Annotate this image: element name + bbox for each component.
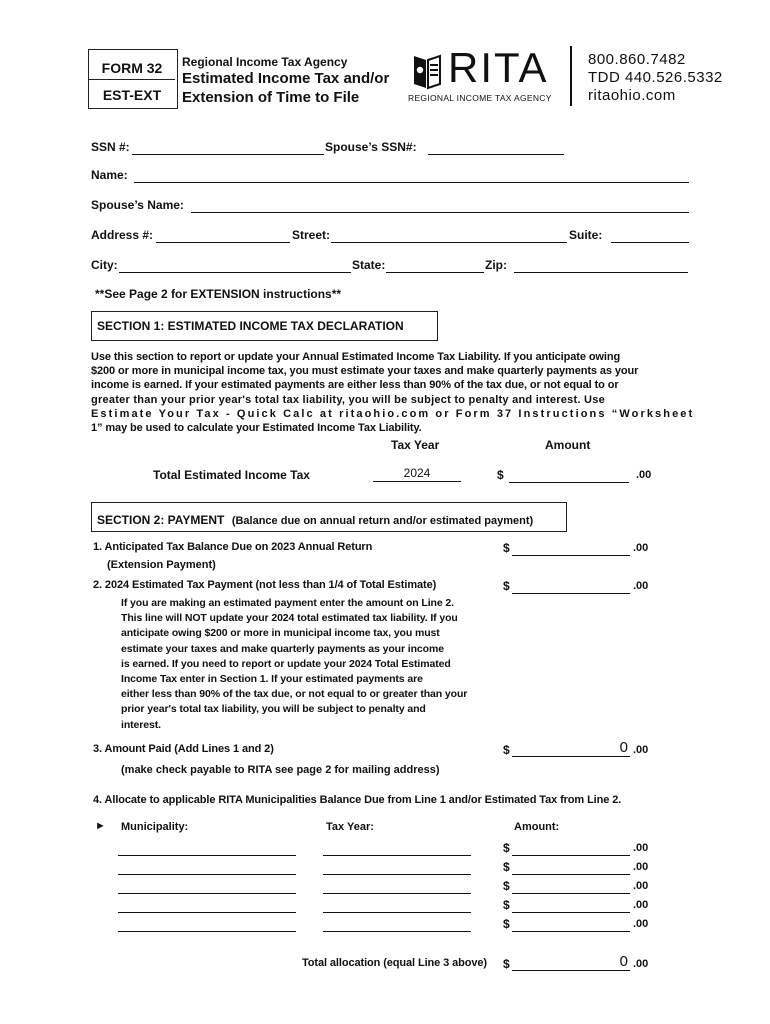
line3-sub: (make check payable to RITA see page 2 for mailing address) <box>121 764 440 776</box>
rita-logo <box>408 46 568 106</box>
section2-heading-note: (Balance due on annual return and/or estimated payment) <box>231 515 534 527</box>
line2-note-line: either less than 90% of the tax due, or not equal to or greater than your <box>121 688 468 701</box>
section1-para-line: 1” may be used to calculate your Estimated Income Tax Liability. <box>91 422 422 435</box>
form-number: FORM 32 <box>101 60 163 76</box>
section1-heading: SECTION 1: ESTIMATED INCOME TAX DECLARATION <box>97 319 404 333</box>
dollar-sign: $ <box>503 957 510 971</box>
line2-note <box>121 596 467 733</box>
line2-note-line: If you are making an estimated payment enter the amount on Line 2. <box>121 597 454 609</box>
name-label: Name: <box>91 168 128 182</box>
allocation-amount-field[interactable] <box>512 841 630 856</box>
dollar-sign: $ <box>503 579 510 593</box>
line2-label: 2. 2024 Estimated Tax Payment (not less than 1/4 of Total Estimate) <box>93 579 437 591</box>
section1-para-line: Estimate Your Tax - Quick Calc at ritaohio.com or Form 37 Instructions “Worksheet <box>91 407 695 420</box>
zip-field[interactable] <box>514 258 688 273</box>
line2-note-line: anticipate owing $200 or more in municipal income tax, you must <box>121 627 440 640</box>
street-label: Street: <box>292 228 331 242</box>
dollar-sign: $ <box>503 541 510 555</box>
allocation-amount-field[interactable] <box>512 879 630 894</box>
cents-suffix: .00 <box>633 842 649 854</box>
address-label: Address #: <box>91 228 154 242</box>
agency-line: Regional Income Tax Agency <box>182 55 348 69</box>
street-field[interactable] <box>331 228 567 243</box>
dollar-sign: $ <box>503 898 510 912</box>
dollar-sign: $ <box>503 879 510 893</box>
section1-tax-year-value[interactable]: 2024 <box>373 466 461 482</box>
allocation-amount-field[interactable] <box>512 860 630 875</box>
suite-label: Suite: <box>569 228 603 242</box>
allocation-amount-field[interactable] <box>512 898 630 913</box>
total-allocation-value: 0 <box>619 953 628 970</box>
municipality-field[interactable] <box>118 917 296 932</box>
section1-col-tax-year: Tax Year <box>391 438 440 452</box>
dollar-sign: $ <box>503 841 510 855</box>
suite-field[interactable] <box>611 228 689 243</box>
extension-note: **See Page 2 for EXTENSION instructions** <box>95 287 342 301</box>
line3-amount-value: 0 <box>619 739 628 756</box>
cents-suffix: .00 <box>636 469 652 481</box>
phone-number: 800.860.7482 <box>588 51 686 68</box>
municipality-field[interactable] <box>118 860 296 875</box>
cents-suffix: .00 <box>633 958 649 970</box>
municipality-field[interactable] <box>118 841 296 856</box>
line2-note-line: is earned. If you need to report or update your 2024 Total Estimated <box>121 657 451 670</box>
tax-year-field[interactable] <box>323 898 471 913</box>
municipality-field[interactable] <box>118 879 296 894</box>
cents-suffix: .00 <box>633 918 649 930</box>
section1-para-line: Use this section to report or update your Annual Estimated Income Tax Liability. If you anticipate owing <box>91 351 621 363</box>
logo-tagline: REGIONAL INCOME TAX AGENCY <box>408 93 552 103</box>
line4-label: 4. Allocate to applicable RITA Municipalities Balance Due from Line 1 and/or Estimated Tax from Line 2. <box>93 794 622 806</box>
line1-label: 1. Anticipated Tax Balance Due on 2023 Annual Return <box>93 541 373 553</box>
col-amount: Amount: <box>514 821 560 833</box>
section1-heading-box <box>91 311 438 341</box>
spouse-name-field[interactable] <box>191 198 689 213</box>
cents-suffix: .00 <box>633 880 649 892</box>
section1-paragraph <box>91 350 711 435</box>
website[interactable]: ritaohio.com <box>588 87 676 104</box>
dollar-sign: $ <box>503 743 510 757</box>
line2-note-line: This line will NOT update your 2024 total estimated tax liability. If you <box>121 612 458 625</box>
dollar-sign: $ <box>503 917 510 931</box>
total-allocation-amount[interactable] <box>512 953 630 971</box>
form-code: EST-EXT <box>102 87 162 103</box>
spouse-name-label: Spouse’s Name: <box>91 198 184 212</box>
total-estimated-tax-amount[interactable] <box>509 468 629 483</box>
dollar-sign: $ <box>497 468 504 482</box>
dollar-sign: $ <box>503 860 510 874</box>
tax-year-field[interactable] <box>323 860 471 875</box>
zip-label: Zip: <box>485 258 507 272</box>
ssn-field[interactable] <box>132 140 324 155</box>
form-box-divider <box>89 79 175 80</box>
line3-amount[interactable] <box>512 739 630 757</box>
name-field[interactable] <box>134 168 689 183</box>
section1-para-line: greater than your prior year's total tax liability, you will be subject to penalty and interest. Use <box>91 393 605 406</box>
line3-label: 3. Amount Paid (Add Lines 1 and 2) <box>93 743 274 755</box>
form-number-box <box>88 49 178 109</box>
total-allocation-label: Total allocation (equal Line 3 above) <box>302 957 487 969</box>
line2-note-line: Income Tax enter in Section 1. If your estimated payments are <box>121 673 423 686</box>
logo-wordmark: RITA <box>448 44 549 91</box>
line2-amount[interactable] <box>512 579 630 594</box>
tax-year-field[interactable] <box>323 841 471 856</box>
col-tax-year: Tax Year: <box>326 821 374 833</box>
total-estimated-tax-label: Total Estimated Income Tax <box>153 468 310 482</box>
line2-note-line: estimate your taxes and make quarterly payments as your income <box>121 642 444 655</box>
line1-sub: (Extension Payment) <box>107 559 216 571</box>
tax-year-field[interactable] <box>323 917 471 932</box>
section2-heading-box <box>91 502 567 532</box>
line2-note-line: prior year's total tax liability, you will be subject to penalty and <box>121 703 426 716</box>
tdd-number: TDD 440.526.5332 <box>588 69 723 86</box>
cents-suffix: .00 <box>633 744 649 756</box>
section1-para-line: income is earned. If your estimated payments are either less than 90% of the tax due, or not equal to or <box>91 379 619 392</box>
header-divider <box>570 46 572 106</box>
col-municipality: Municipality: <box>121 821 189 833</box>
line1-amount[interactable] <box>512 541 630 556</box>
address-number-field[interactable] <box>156 228 290 243</box>
city-field[interactable] <box>119 258 351 273</box>
municipality-field[interactable] <box>118 898 296 913</box>
rita-book-icon <box>412 50 442 90</box>
arrow-bullet-icon: ► <box>95 820 106 832</box>
state-field[interactable] <box>386 258 484 273</box>
section1-col-amount: Amount <box>545 438 591 452</box>
spouse-ssn-field[interactable] <box>428 140 564 155</box>
section1-para-line: $200 or more in municipal income tax, you must estimate your taxes and make quarterly payments as your <box>91 365 639 378</box>
city-label: City: <box>91 258 118 272</box>
tax-year-field[interactable] <box>323 879 471 894</box>
spouse-ssn-label: Spouse’s SSN#: <box>325 140 417 154</box>
allocation-amount-field[interactable] <box>512 917 630 932</box>
cents-suffix: .00 <box>633 861 649 873</box>
ssn-label: SSN #: <box>91 140 130 154</box>
form-title-line2: Extension of Time to File <box>182 89 360 106</box>
state-label: State: <box>352 258 386 272</box>
section2-heading: SECTION 2: PAYMENT <box>97 513 225 527</box>
line2-note-line: interest. <box>121 718 161 731</box>
cents-suffix: .00 <box>633 580 649 592</box>
cents-suffix: .00 <box>633 542 649 554</box>
section2-heading-wrap <box>97 511 533 529</box>
cents-suffix: .00 <box>633 899 649 911</box>
form-title-line1: Estimated Income Tax and/or <box>182 70 390 87</box>
